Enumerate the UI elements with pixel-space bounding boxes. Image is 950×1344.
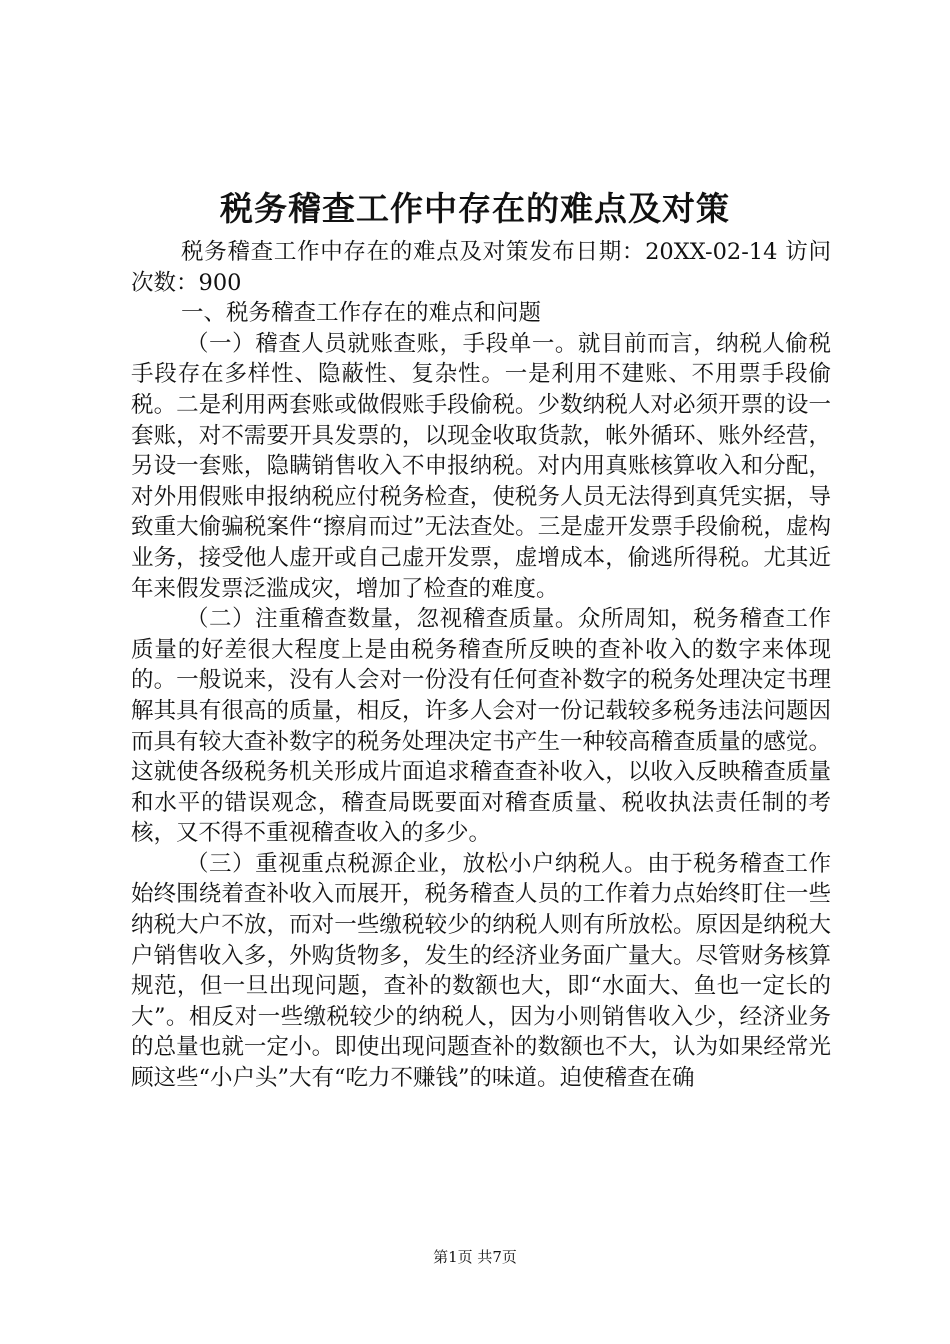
paragraph-1: （一）稽查人员就账查账，手段单一。就目前而言，纳税人偷税手段存在多样性、隐蔽性、复杂性。一是利用不建账、不用票手段偷税。二是利用两套账或做假账手段偷税。少数纳税人对必须开票的设一套账，对不需要开具发票的，以现金收取货款，帐外循环、账外经营，另设一套账，隐瞒销售收入不申报纳税。对内用真账核算收入和分配，对外用假账申报纳税应付税务检查，使税务人员无法得到真凭实据，导致重大偷骗税案件“擦肩而过”无法查处。三是虚开发票手段偷税，虚构业务，接受他人虚开或自己虚开发票，虚增成本，偷逃所得税。尤其近年来假发票泛滥成灾，增加了检查的难度。 bbox=[131, 330, 831, 602]
document-title: 税务稽查工作中存在的难点及对策 bbox=[220, 189, 730, 228]
page-indicator: 第1页 共7页 bbox=[433, 1248, 517, 1266]
paragraph-2: （二）注重稽查数量，忽视稽查质量。众所周知，税务稽查工作质量的好差很大程度上是由税务稽查所反映的查补收入的数字来体现的。一般说来，没有人会对一份没有任何查补数字的税务处理决定书理解其具有很高的质量，相反，许多人会对一份记载较多税务违法问题因而具有较大查补数字的税务处理决定书产生一种较高稽查质量的感觉。这就使各级税务机关形成片面追求稽查查补收入，以收入反映稽查质量和水平的错误观念，稽查局既要面对稽查质量、税收执法责任制的考核，又不得不重视稽查收入的多少。 bbox=[131, 606, 831, 847]
section-heading: 一、税务稽查工作存在的难点和问题 bbox=[181, 300, 542, 327]
paragraph-3: （三）重视重点税源企业，放松小户纳税人。由于税务稽查工作始终围绕着查补收入而展开，税务稽查人员的工作着力点始终盯住一些纳税大户不放，而对一些缴税较少的纳税人则有所放松。原因是纳税大户销售收入多，外购货物多，发生的经济业务面广量大。尽管财务核算规范，但一旦出现问题，查补的数额也大，即“水面大、鱼也一定长的大”。相反对一些缴税较少的纳税人，因为小则销售收入少，经济业务的总量也就一定小。即使出现问题查补的数额也不大，认为如果经常光顾这些“小户头”大有“吃力不赚钱”的味道。迫使稽查在确 bbox=[131, 850, 831, 1092]
document-body bbox=[131, 237, 831, 1094]
publish-info: 税务稽查工作中存在的难点及对策发布日期：20XX-02-14 访问次数：900 bbox=[131, 239, 831, 296]
